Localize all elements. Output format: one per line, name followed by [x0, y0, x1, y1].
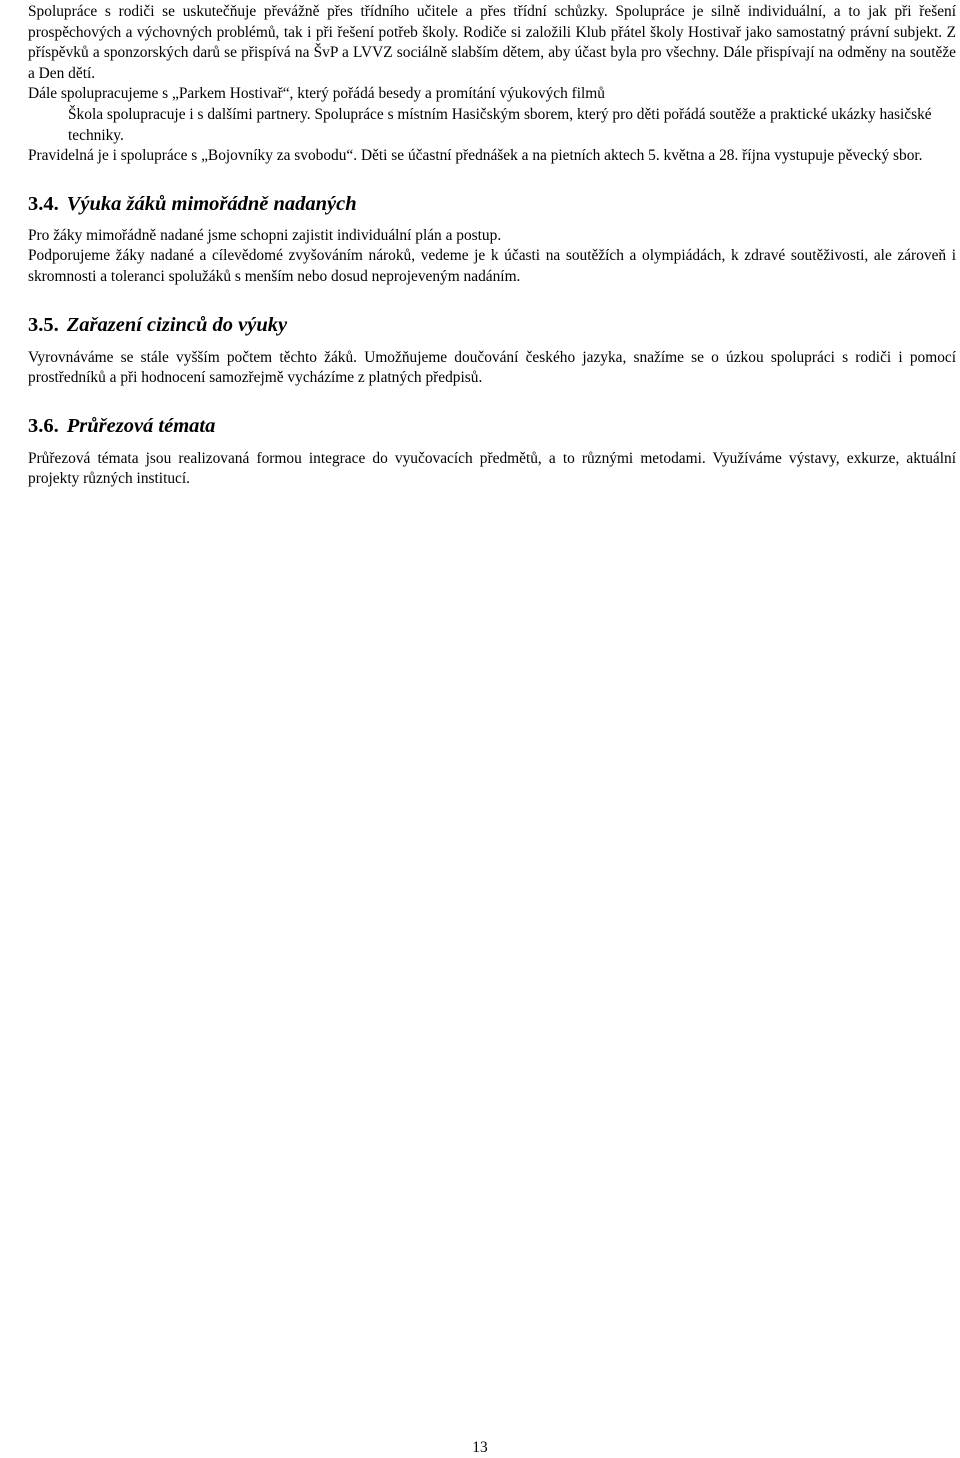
section-paragraph: Vyrovnáváme se stále vyšším počtem těchto žáků. Umožňujeme doučování českého jazyka, snažíme se o úzkou spolupráci s rodiči i pomocí prostředníků a při hodnocení samozřejmě vycházíme z platných předpisů.: [28, 348, 956, 387]
section-paragraph: Pro žáky mimořádně nadané jsme schopni zajistit individuální plán a postup.: [28, 226, 502, 244]
page-number: 13: [472, 1439, 488, 1456]
section-gifted-pupils: [28, 191, 956, 288]
intro-paragraph-parents: Spolupráce s rodiči se uskutečňuje převážně přes třídního učitele a přes třídní schůzky. Spolupráce je silně individuální, a to jak při řešení prospěchových a výchovných problémů, tak i při řešení potřeb školy. Rodiče si založili Klub přátel školy Hostivař jako samostatný právní subjekt. Z příspěvků a sponzorských darů se přispívá na ŠvP a LVVZ sociálně slabším dětem, aby účast byla pro všechny. Dále přispívají na odměny na soutěže a Den dětí.: [28, 3, 956, 82]
section-heading: [28, 191, 956, 217]
section-title: Zařazení cizinců do výuky: [66, 313, 288, 336]
section-title: Výuka žáků mimořádně nadaných: [66, 192, 357, 215]
section-number: 3.5.: [28, 313, 59, 336]
section-heading: [28, 413, 956, 439]
section-paragraph: Podporujeme žáky nadané a cílevědomé zvyšováním nároků, vedeme je k účasti na soutěžích a olympiádách, k zdravé soutěživosti, ale zároveň i skromnosti a toleranci spolužáků s menším nebo dosud neprojeveným nadáním.: [28, 247, 956, 285]
page-content: [28, 0, 956, 490]
section-foreigners: [28, 312, 956, 389]
intro-paragraph-veterans: Pravidelná je i spolupráce s „Bojovníky za svobodu“. Děti se účastní přednášek a na pietních aktech 5. května a 28. října vystupuje pěvecký sbor.: [28, 147, 923, 165]
section-number: 3.6.: [28, 414, 59, 437]
section-heading: [28, 312, 956, 338]
intro-paragraph-park: Dále spolupracujeme s „Parkem Hostivař“, který pořádá besedy a promítání výukových filmů: [28, 85, 605, 103]
section-cross-curricular-topics: [28, 413, 956, 490]
intro-paragraph-partners: Škola spolupracuje i s dalšími partnery. Spolupráce s místním Hasičským sborem, který pro děti pořádá soutěže a praktické ukázky hasičské techniky.: [68, 105, 932, 144]
section-title: Průřezová témata: [66, 414, 216, 437]
section-number: 3.4.: [28, 192, 59, 215]
section-paragraph: Průřezová témata jsou realizovaná formou integrace do vyučovacích předmětů, a to různými metodami. Využíváme výstavy, exkurze, aktuální projekty různých institucí.: [28, 449, 956, 488]
